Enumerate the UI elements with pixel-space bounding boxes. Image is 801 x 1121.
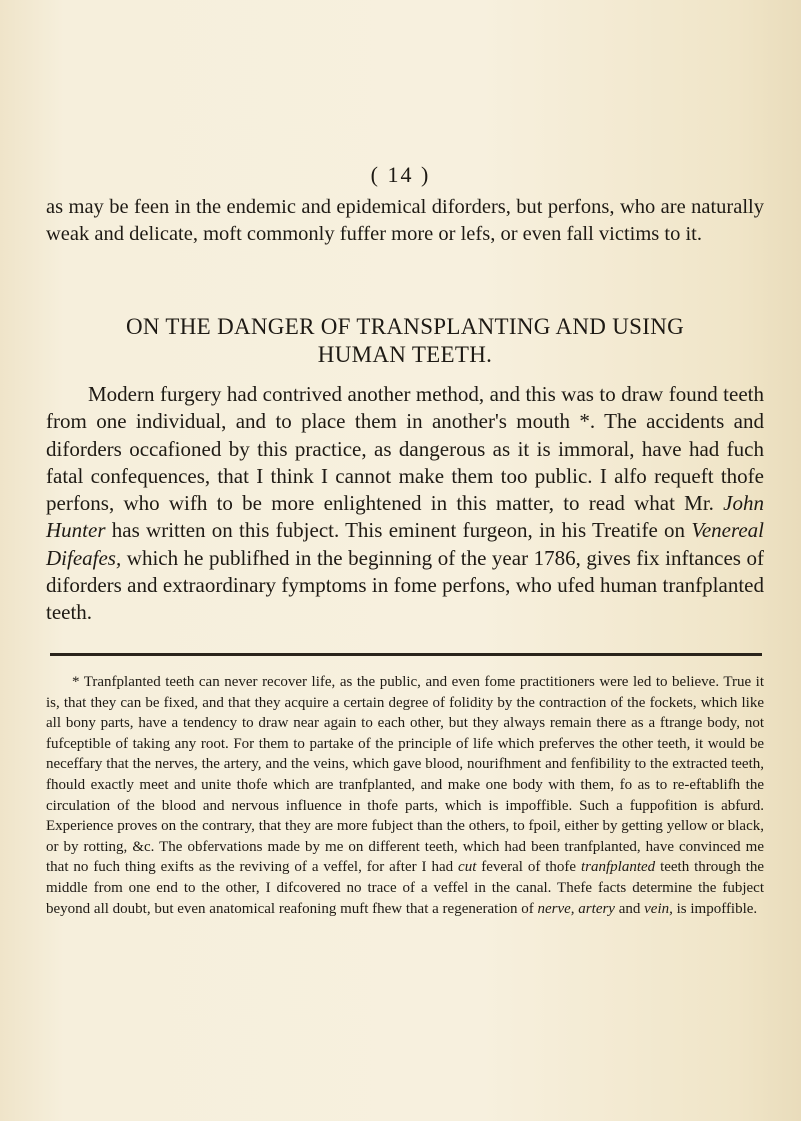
footnote-text-3: teeth through the middle from one end to the other, I difcovered no trace of a veffel in the canal. Thefe facts determine the fubject beyond all doubt, but even anatomical reafoning muft fhew that a regeneration of	[46, 859, 765, 917]
footnote-text-5: is impoffible.	[676, 900, 758, 917]
page-number: ( 14 )	[370, 162, 431, 187]
paragraph-text-1: Modern furgery had contrived another method, and this was to draw found teeth from one individual, and to place them in another's mouth *. The accidents and diforders occafioned by this practice, as dangerous as it is immoral, have had fuch fatal confequences, that I think I cannot make them too public. I alfo requeft thofe perfons, who wifh to be more enlightened in this matter, to read what Mr.	[46, 382, 764, 516]
section-heading-line-2: HUMAN TEETH.	[317, 342, 493, 367]
footnote	[46, 672, 764, 919]
footnote-text-4: and	[618, 900, 641, 917]
intro-paragraph: as may be feen in the endemic and epidemical diforders, but perfons, who are naturally weak and delicate, moft commonly fuffer more or lefs, or even fall victims to it.	[46, 196, 764, 245]
footnote-divider	[50, 653, 762, 656]
section-paragraph	[46, 381, 764, 627]
section-heading-line-1: ON THE DANGER OF TRANSPLANTING AND USING	[125, 314, 685, 339]
section-heading	[46, 313, 764, 369]
footnote-italic-nerve-artery: nerve, artery	[537, 900, 615, 917]
footnote-italic-cut: cut	[458, 859, 477, 876]
book-title: Venereal Difeafes,	[46, 518, 765, 570]
footnote-text-2: feveral of thofe	[481, 859, 577, 876]
footnote-italic-vein: vein,	[644, 900, 673, 917]
footnote-italic-transplanted: tranfplanted	[580, 859, 656, 876]
author-name: John Hunter	[46, 491, 764, 543]
paragraph-text-3: which he publifhed in the beginning of the year 1786, gives fix inftances of diforders and extraordinary fymptoms in fome perfons, who ufed human tranfplanted teeth.	[46, 545, 765, 625]
footnote-text-1: * Tranfplanted teeth can never recover life, as the public, and even fome practitioners were led to believe. True it is, that they can be fixed, and that they acquire a certain degree of folidity by the contraction of the fockets, which like all bony parts, have a tendency to draw near again to each other, but they always remain there as a ftrange body, not fufceptible of taking any root. For them to partake of the principle of life which preferves the other teeth, it would be neceffary that the nerves, the artery, and the veins, which gave blood, nourifhment and fenfibility to the extracted teeth, fhould exactly meet and unite thofe which are tranfplanted, and make one body with them, fo as to re-eftablifh the circulation of the blood and nervous influence in thofe parts, which is impoffible. Such a fuppofition is abfurd. Experience proves on the contrary, that they are more fubject than the others, to fpoil, either by getting yellow or black, or by rotting, &c. The obfervations made by me on different teeth, which had been tranfplanted, have convinced me that no fuch thing exifts as the reviving of a veffel, for after I had	[46, 674, 764, 876]
paragraph-text-2: has written on this fubject. This eminent furgeon, in his Treatife on	[111, 518, 686, 543]
